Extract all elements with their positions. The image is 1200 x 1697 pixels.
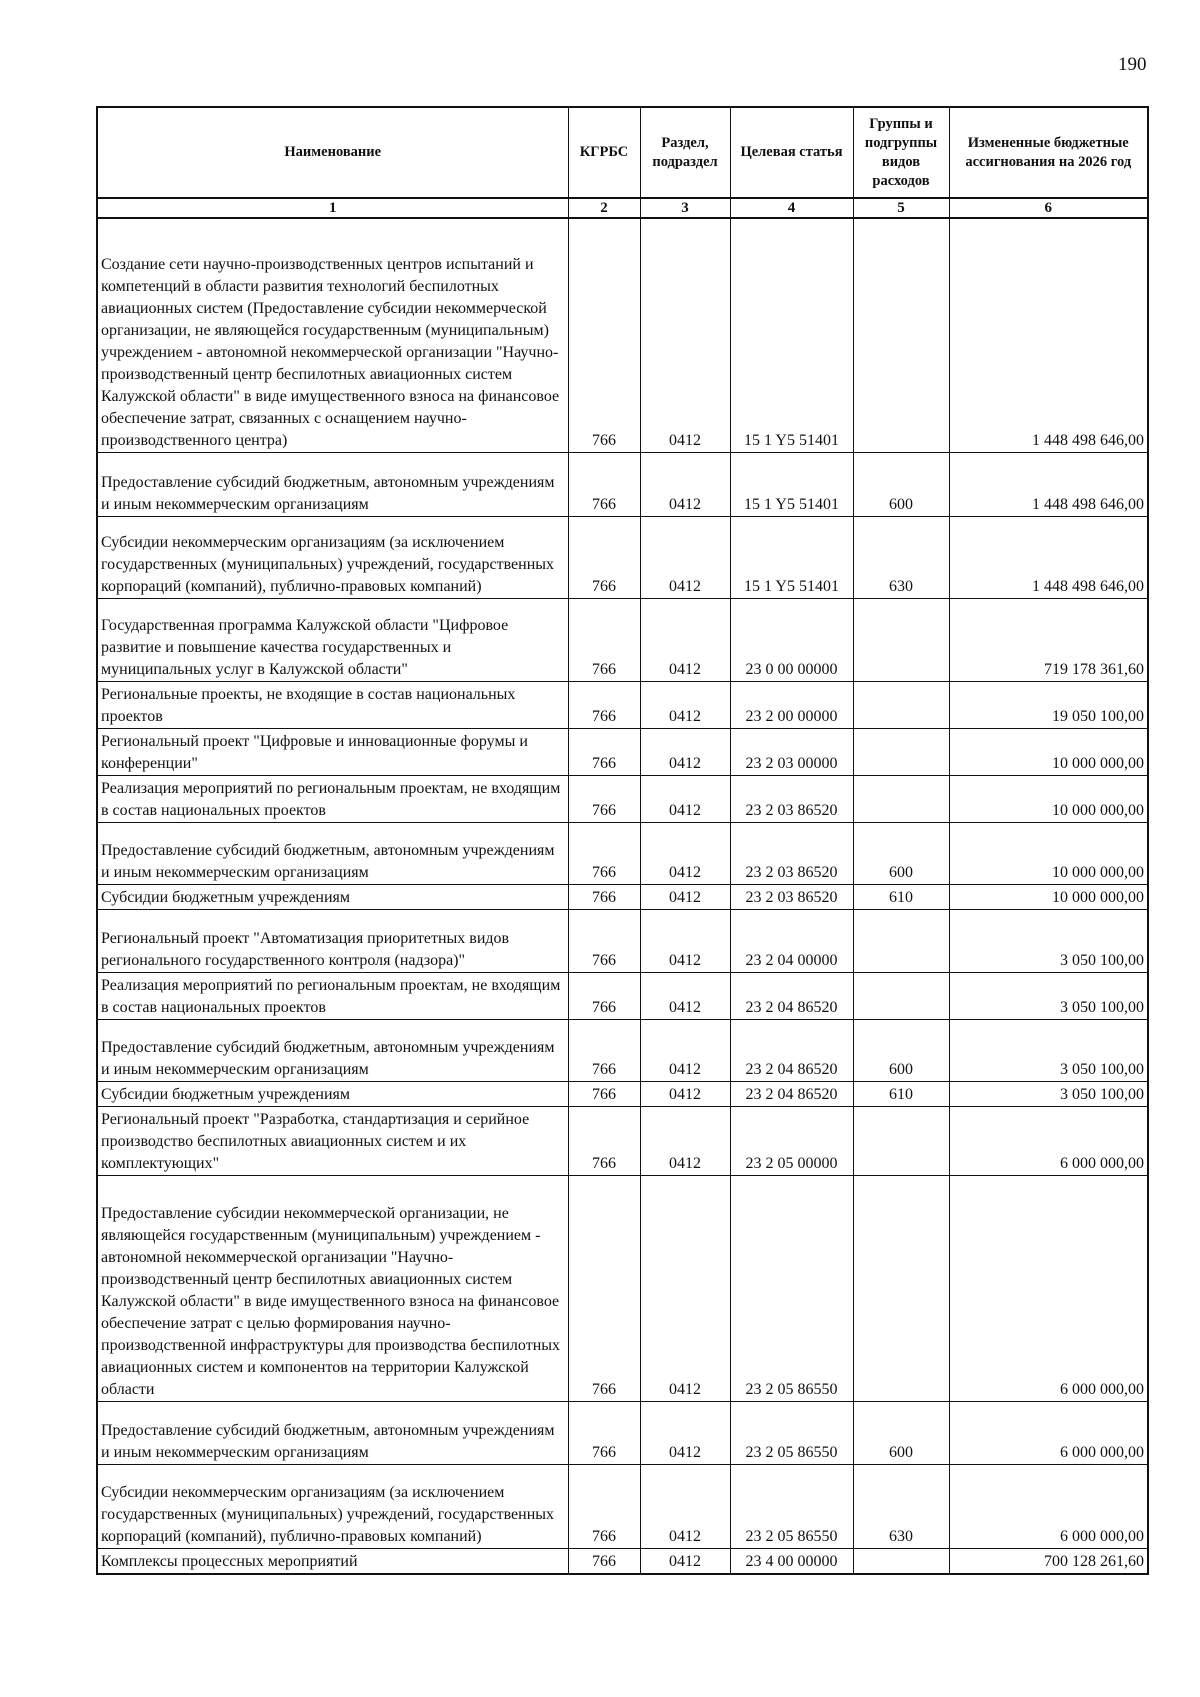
column-number: 2 bbox=[568, 198, 640, 218]
row-expense-group: 600 bbox=[853, 1019, 949, 1081]
row-kgrbs: 766 bbox=[568, 218, 640, 452]
row-target-article: 23 2 00 00000 bbox=[730, 681, 853, 728]
row-expense-group bbox=[853, 1106, 949, 1175]
header-row bbox=[97, 107, 1148, 198]
row-amount: 1 448 498 646,00 bbox=[949, 516, 1148, 598]
column-number-row bbox=[97, 198, 1148, 218]
row-name: Субсидии бюджетным учреждениям bbox=[97, 884, 568, 909]
table-row bbox=[97, 1548, 1148, 1574]
row-amount: 6 000 000,00 bbox=[949, 1106, 1148, 1175]
header-name: Наименование bbox=[97, 107, 568, 198]
row-kgrbs: 766 bbox=[568, 884, 640, 909]
row-amount: 1 448 498 646,00 bbox=[949, 218, 1148, 452]
row-expense-group: 600 bbox=[853, 452, 949, 516]
row-expense-group bbox=[853, 972, 949, 1019]
row-name: Предоставление субсидии некоммерческой организации, не являющейся государственным (муниципальным) учреждением - автономной некоммерческой организации "Научно-производственный центр беспилотных авиационных систем Калужской области" в виде имущественного взноса на финансовое обеспечение затрат с целью формирования научно-производственной инфраструктуры для производства беспилотных авиационных систем и компонентов на территории Калужской области bbox=[97, 1175, 568, 1401]
column-number: 4 bbox=[730, 198, 853, 218]
row-kgrbs: 766 bbox=[568, 1019, 640, 1081]
row-section: 0412 bbox=[640, 884, 730, 909]
row-target-article: 15 1 Y5 51401 bbox=[730, 218, 853, 452]
row-kgrbs: 766 bbox=[568, 452, 640, 516]
table-row bbox=[97, 972, 1148, 1019]
row-section: 0412 bbox=[640, 775, 730, 822]
row-section: 0412 bbox=[640, 1106, 730, 1175]
row-section: 0412 bbox=[640, 1464, 730, 1548]
row-name: Предоставление субсидий бюджетным, автономным учреждениям и иным некоммерческим организациям bbox=[97, 1019, 568, 1081]
table-row bbox=[97, 1106, 1148, 1175]
row-target-article: 23 0 00 00000 bbox=[730, 598, 853, 681]
row-amount: 3 050 100,00 bbox=[949, 972, 1148, 1019]
row-amount: 10 000 000,00 bbox=[949, 822, 1148, 884]
row-name: Субсидии некоммерческим организациям (за исключением государственных (муниципальных) учреждений, государственных корпораций (компаний), публично-правовых компаний) bbox=[97, 516, 568, 598]
row-amount: 10 000 000,00 bbox=[949, 728, 1148, 775]
column-number: 5 bbox=[853, 198, 949, 218]
table-row bbox=[97, 909, 1148, 972]
row-section: 0412 bbox=[640, 516, 730, 598]
row-amount: 6 000 000,00 bbox=[949, 1464, 1148, 1548]
row-amount: 10 000 000,00 bbox=[949, 884, 1148, 909]
row-amount: 700 128 261,60 bbox=[949, 1548, 1148, 1574]
row-section: 0412 bbox=[640, 1175, 730, 1401]
row-target-article: 15 1 Y5 51401 bbox=[730, 452, 853, 516]
row-kgrbs: 766 bbox=[568, 822, 640, 884]
row-name: Субсидии некоммерческим организациям (за исключением государственных (муниципальных) учреждений, государственных корпораций (компаний), публично-правовых компаний) bbox=[97, 1464, 568, 1548]
row-expense-group bbox=[853, 1175, 949, 1401]
header-allocation-2026: Измененные бюджетные ассигнования на 2026 год bbox=[949, 107, 1148, 198]
row-target-article: 23 4 00 00000 bbox=[730, 1548, 853, 1574]
table-row bbox=[97, 516, 1148, 598]
row-name: Государственная программа Калужской области "Цифровое развитие и повышение качества государственных и муниципальных услуг в Калужской области" bbox=[97, 598, 568, 681]
table-row bbox=[97, 598, 1148, 681]
row-amount: 1 448 498 646,00 bbox=[949, 452, 1148, 516]
row-name: Субсидии бюджетным учреждениям bbox=[97, 1081, 568, 1106]
row-target-article: 23 2 04 86520 bbox=[730, 1081, 853, 1106]
row-name: Региональный проект "Разработка, стандартизация и серийное производство беспилотных авиационных систем и их комплектующих" bbox=[97, 1106, 568, 1175]
header-target-article: Целевая статья bbox=[730, 107, 853, 198]
column-number: 3 bbox=[640, 198, 730, 218]
row-target-article: 23 2 03 86520 bbox=[730, 884, 853, 909]
row-name: Региональный проект "Автоматизация приоритетных видов регионального государственного контроля (надзора)" bbox=[97, 909, 568, 972]
table-row bbox=[97, 1175, 1148, 1401]
row-section: 0412 bbox=[640, 972, 730, 1019]
row-target-article: 23 2 03 86520 bbox=[730, 822, 853, 884]
row-target-article: 23 2 04 86520 bbox=[730, 972, 853, 1019]
row-kgrbs: 766 bbox=[568, 1548, 640, 1574]
row-expense-group bbox=[853, 728, 949, 775]
row-expense-group: 610 bbox=[853, 884, 949, 909]
row-target-article: 23 2 05 86550 bbox=[730, 1464, 853, 1548]
row-kgrbs: 766 bbox=[568, 1081, 640, 1106]
row-amount: 3 050 100,00 bbox=[949, 909, 1148, 972]
row-section: 0412 bbox=[640, 822, 730, 884]
row-kgrbs: 766 bbox=[568, 1106, 640, 1175]
row-expense-group bbox=[853, 681, 949, 728]
row-name: Комплексы процессных мероприятий bbox=[97, 1548, 568, 1574]
row-kgrbs: 766 bbox=[568, 775, 640, 822]
row-amount: 6 000 000,00 bbox=[949, 1401, 1148, 1464]
row-amount: 10 000 000,00 bbox=[949, 775, 1148, 822]
row-target-article: 23 2 04 00000 bbox=[730, 909, 853, 972]
row-target-article: 23 2 05 00000 bbox=[730, 1106, 853, 1175]
row-expense-group: 630 bbox=[853, 516, 949, 598]
row-name: Региональные проекты, не входящие в состав национальных проектов bbox=[97, 681, 568, 728]
row-amount: 19 050 100,00 bbox=[949, 681, 1148, 728]
row-expense-group bbox=[853, 1548, 949, 1574]
row-expense-group bbox=[853, 775, 949, 822]
table-row bbox=[97, 1464, 1148, 1548]
column-number: 1 bbox=[97, 198, 568, 218]
row-kgrbs: 766 bbox=[568, 728, 640, 775]
row-kgrbs: 766 bbox=[568, 972, 640, 1019]
page-number: 190 bbox=[1118, 54, 1147, 75]
row-section: 0412 bbox=[640, 1548, 730, 1574]
row-expense-group bbox=[853, 218, 949, 452]
row-section: 0412 bbox=[640, 909, 730, 972]
row-section: 0412 bbox=[640, 1081, 730, 1106]
row-name: Реализация мероприятий по региональным проектам, не входящим в состав национальных проектов bbox=[97, 775, 568, 822]
row-target-article: 23 2 05 86550 bbox=[730, 1401, 853, 1464]
row-expense-group bbox=[853, 598, 949, 681]
row-target-article: 15 1 Y5 51401 bbox=[730, 516, 853, 598]
row-kgrbs: 766 bbox=[568, 516, 640, 598]
row-target-article: 23 2 04 86520 bbox=[730, 1019, 853, 1081]
header-section: Раздел, подраздел bbox=[640, 107, 730, 198]
row-expense-group: 630 bbox=[853, 1464, 949, 1548]
row-name: Региональный проект "Цифровые и инновационные форумы и конференции" bbox=[97, 728, 568, 775]
row-expense-group bbox=[853, 909, 949, 972]
row-target-article: 23 2 05 86550 bbox=[730, 1175, 853, 1401]
row-kgrbs: 766 bbox=[568, 1175, 640, 1401]
row-section: 0412 bbox=[640, 681, 730, 728]
row-section: 0412 bbox=[640, 218, 730, 452]
table-header bbox=[97, 107, 1148, 218]
row-section: 0412 bbox=[640, 728, 730, 775]
header-kgrbs: КГРБС bbox=[568, 107, 640, 198]
row-amount: 3 050 100,00 bbox=[949, 1019, 1148, 1081]
table-row bbox=[97, 728, 1148, 775]
row-amount: 6 000 000,00 bbox=[949, 1175, 1148, 1401]
row-target-article: 23 2 03 00000 bbox=[730, 728, 853, 775]
row-expense-group: 600 bbox=[853, 822, 949, 884]
row-amount: 719 178 361,60 bbox=[949, 598, 1148, 681]
table-row bbox=[97, 452, 1148, 516]
row-section: 0412 bbox=[640, 1401, 730, 1464]
budget-allocation-table bbox=[96, 106, 1149, 1575]
row-kgrbs: 766 bbox=[568, 909, 640, 972]
table-row bbox=[97, 218, 1148, 452]
table-row bbox=[97, 822, 1148, 884]
table-row bbox=[97, 884, 1148, 909]
row-name: Предоставление субсидий бюджетным, автономным учреждениям и иным некоммерческим организациям bbox=[97, 1401, 568, 1464]
row-kgrbs: 766 bbox=[568, 1401, 640, 1464]
table-row bbox=[97, 1081, 1148, 1106]
table-row bbox=[97, 1401, 1148, 1464]
row-name: Предоставление субсидий бюджетным, автономным учреждениям и иным некоммерческим организациям bbox=[97, 822, 568, 884]
row-section: 0412 bbox=[640, 452, 730, 516]
row-name: Создание сети научно-производственных центров испытаний и компетенций в области развития технологий беспилотных авиационных систем (Предоставление субсидии некоммерческой организации, не являющейся государственным (муниципальным) учреждением - автономной некоммерческой организации "Научно-производственный центр беспилотных авиационных систем Калужской области" в виде имущественного взноса на финансовое обеспечение затрат, связанных с оснащением научно-производственного центра) bbox=[97, 218, 568, 452]
row-expense-group: 610 bbox=[853, 1081, 949, 1106]
header-expense-groups: Группы и подгруппы видов расходов bbox=[853, 107, 949, 198]
row-kgrbs: 766 bbox=[568, 598, 640, 681]
table-row bbox=[97, 1019, 1148, 1081]
row-expense-group: 600 bbox=[853, 1401, 949, 1464]
table-row bbox=[97, 681, 1148, 728]
row-kgrbs: 766 bbox=[568, 1464, 640, 1548]
row-kgrbs: 766 bbox=[568, 681, 640, 728]
row-name: Реализация мероприятий по региональным проектам, не входящим в состав национальных проектов bbox=[97, 972, 568, 1019]
row-section: 0412 bbox=[640, 598, 730, 681]
column-number: 6 bbox=[949, 198, 1148, 218]
row-name: Предоставление субсидий бюджетным, автономным учреждениям и иным некоммерческим организациям bbox=[97, 452, 568, 516]
table-body bbox=[97, 218, 1148, 1574]
row-section: 0412 bbox=[640, 1019, 730, 1081]
row-target-article: 23 2 03 86520 bbox=[730, 775, 853, 822]
table-row bbox=[97, 775, 1148, 822]
row-amount: 3 050 100,00 bbox=[949, 1081, 1148, 1106]
